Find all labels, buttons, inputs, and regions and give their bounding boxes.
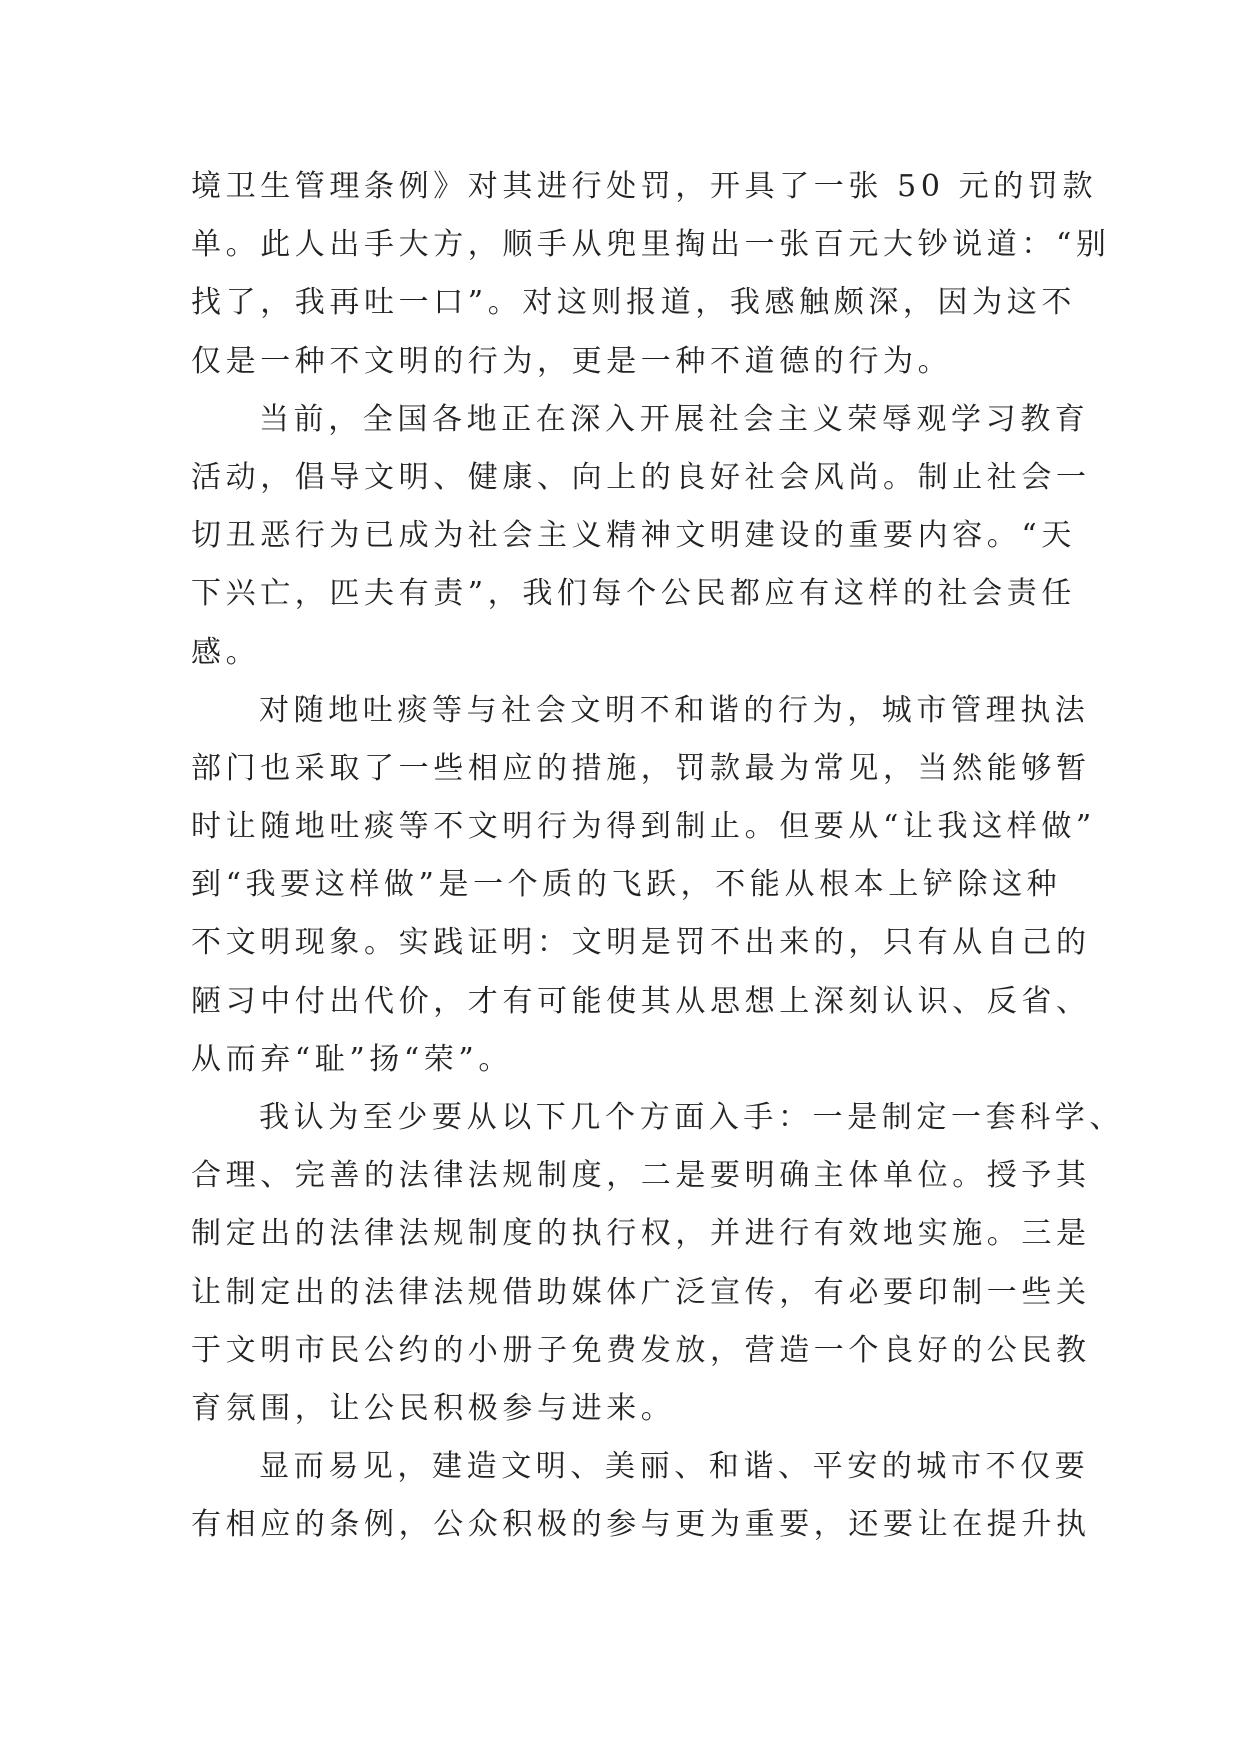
text-line: 制定出的法律法规制度的执行权，并进行有效地实施。三是 [191,1216,1091,1252]
text-line: 单。此人出手大方，顺手从兜里掏出一张百元大钞说道：“别 [191,227,1111,263]
text-line: 下兴亡，匹夫有责”，我们每个公民都应有这样的社会责任 [191,576,1076,612]
text-line: 到“我要这样做”是一个质的飞跃，不能从根本上铲除这种 [191,867,1062,903]
paragraph [191,1089,1124,1438]
text-line: 于文明市民公约的小册子免费发放，营造一个良好的公民教 [191,1332,1091,1368]
text-line: 合理、完善的法律法规制度，二是要明确主体单位。授予其 [191,1158,1091,1194]
text-line: 育氛围，让公民积极参与进来。 [191,1390,676,1426]
text-line: 陋习中付出代价，才有可能使其从思想上深刻认识、反省、 [191,983,1091,1019]
text-line: 从而弃“耻”扬“荣”。 [191,1041,513,1077]
text-line: 部门也采取了一些相应的措施，罚款最为常见，当然能够暂 [191,750,1091,786]
paragraph [191,158,1111,391]
text-line: 时让随地吐痰等不文明行为得到制止。但要从“让我这样做” [191,809,1096,845]
text-line: 显而易见，建造文明、美丽、和谐、平安的城市不仅要 [259,1449,1090,1485]
text-line: 有相应的条例，公众积极的参与更为重要，还要让在提升执 [191,1507,1091,1543]
text-line: 找了，我再吐一口”。对这则报道，我感触颇深，因为这不 [191,285,1076,321]
text-line: 活动，倡导文明、健康、向上的良好社会风尚。制止社会一 [191,459,1091,495]
text-line: 让制定出的法律法规借助媒体广泛宣传，有必要印制一些关 [191,1274,1091,1310]
paragraph [191,391,1091,682]
text-line: 境卫生管理条例》对其进行处罚，开具了一张 50 元的罚款 [191,169,1098,204]
text-line: 对随地吐痰等与社会文明不和谐的行为，城市管理执法 [259,692,1090,728]
text-line: 不文明现象。实践证明：文明是罚不出来的，只有从自己的 [191,925,1091,961]
text-line: 仅是一种不文明的行为，更是一种不道德的行为。 [191,343,953,379]
text-line: 感。 [191,634,261,670]
paragraph [191,1438,1091,1554]
text-line: 我认为至少要从以下几个方面入手：一是制定一套科学、 [259,1100,1124,1135]
document-body [191,158,1124,1555]
text-line: 当前，全国各地正在深入开展社会主义荣辱观学习教育 [259,401,1090,437]
text-line: 切丑恶行为已成为社会主义精神文明建设的重要内容。“天 [191,518,1076,554]
paragraph [191,682,1096,1089]
